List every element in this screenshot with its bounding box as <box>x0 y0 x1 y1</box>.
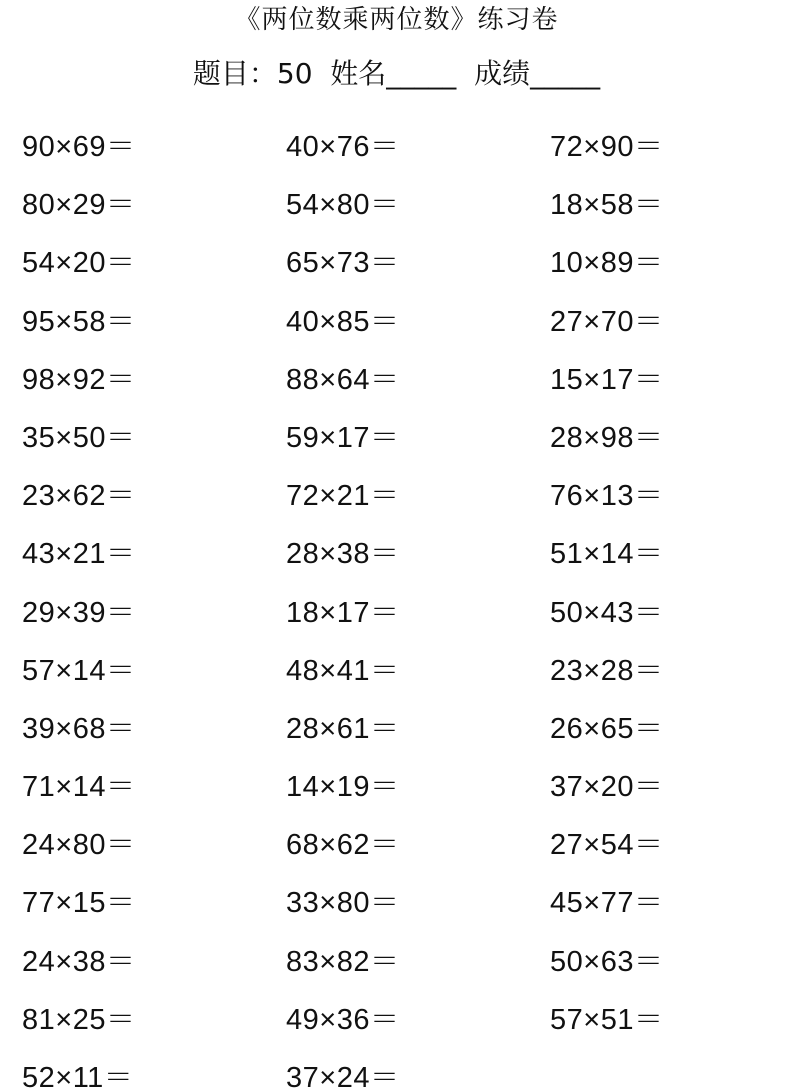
problem-item: 27×54＝ <box>550 829 664 862</box>
problem-item: 50×43＝ <box>550 596 664 629</box>
worksheet-subtitle: 题目：50 姓名_____ 成绩_____ <box>192 57 601 90</box>
problem-item: 18×58＝ <box>550 189 664 222</box>
problem-item: 28×98＝ <box>550 421 664 454</box>
problem-item: 27×70＝ <box>550 305 664 338</box>
problem-row <box>0 584 793 642</box>
problem-item: 95×58＝ <box>22 305 136 338</box>
problem-item: 18×17＝ <box>286 596 400 629</box>
problem-item: 28×38＝ <box>286 538 400 571</box>
problem-item: 23×62＝ <box>22 480 136 513</box>
problem-item: 40×85＝ <box>286 305 400 338</box>
problem-item: 90×69＝ <box>22 131 136 163</box>
problem-item: 29×39＝ <box>22 596 136 629</box>
problem-row <box>0 409 793 467</box>
problem-row <box>0 816 793 874</box>
problem-item: 43×21＝ <box>22 538 136 571</box>
problem-row <box>0 525 793 583</box>
problem-item: 37×24＝ <box>286 1062 400 1088</box>
problem-item: 40×76＝ <box>286 131 400 163</box>
problem-item: 10×89＝ <box>550 247 664 280</box>
problem-item: 35×50＝ <box>22 421 136 454</box>
problem-item: 51×14＝ <box>550 538 664 571</box>
problem-item: 39×68＝ <box>22 712 136 745</box>
problem-item: 65×73＝ <box>286 247 400 280</box>
problem-item: 83×82＝ <box>286 945 400 978</box>
problem-item: 54×80＝ <box>286 189 400 222</box>
problem-item: 45×77＝ <box>550 887 664 920</box>
problem-item: 37×20＝ <box>550 771 664 804</box>
problem-item: 88×64＝ <box>286 363 400 396</box>
problem-row <box>0 351 793 409</box>
problem-row <box>0 118 793 176</box>
problem-item: 72×90＝ <box>550 131 664 163</box>
problem-item: 57×51＝ <box>550 1003 664 1036</box>
problem-item: 50×63＝ <box>550 945 664 978</box>
problem-row <box>0 933 793 991</box>
problem-row <box>0 874 793 932</box>
problem-item: 24×38＝ <box>22 945 136 978</box>
problem-row <box>0 176 793 234</box>
problem-grid <box>0 118 793 1088</box>
problem-item: 98×92＝ <box>22 363 136 396</box>
problem-row <box>0 293 793 351</box>
problem-item: 33×80＝ <box>286 887 400 920</box>
problem-item: 71×14＝ <box>22 771 136 804</box>
worksheet-title: 《两位数乘两位数》练习卷 <box>234 5 559 35</box>
problem-item: 77×15＝ <box>22 887 136 920</box>
problem-row <box>0 467 793 525</box>
problem-item: 57×14＝ <box>22 654 136 687</box>
problem-item: 80×29＝ <box>22 189 136 222</box>
problem-item: 68×62＝ <box>286 829 400 862</box>
problem-row <box>0 1049 793 1088</box>
problem-item: 52×11＝ <box>22 1062 134 1088</box>
problem-row <box>0 700 793 758</box>
problem-item: 14×19＝ <box>286 771 400 804</box>
problem-item: 76×13＝ <box>550 480 664 513</box>
problem-item: 23×28＝ <box>550 654 664 687</box>
problem-item: 15×17＝ <box>550 363 664 396</box>
problem-row <box>0 642 793 700</box>
problem-row <box>0 234 793 292</box>
problem-item: 48×41＝ <box>286 654 400 687</box>
problem-row <box>0 758 793 816</box>
problem-item: 49×36＝ <box>286 1003 400 1036</box>
problem-row <box>0 991 793 1049</box>
problem-item: 28×61＝ <box>286 712 400 745</box>
problem-item: 26×65＝ <box>550 712 664 745</box>
problem-item: 81×25＝ <box>22 1003 136 1036</box>
problem-item: 54×20＝ <box>22 247 136 280</box>
problem-item: 59×17＝ <box>286 421 400 454</box>
problem-item: 72×21＝ <box>286 480 400 513</box>
problem-item: 24×80＝ <box>22 829 136 862</box>
